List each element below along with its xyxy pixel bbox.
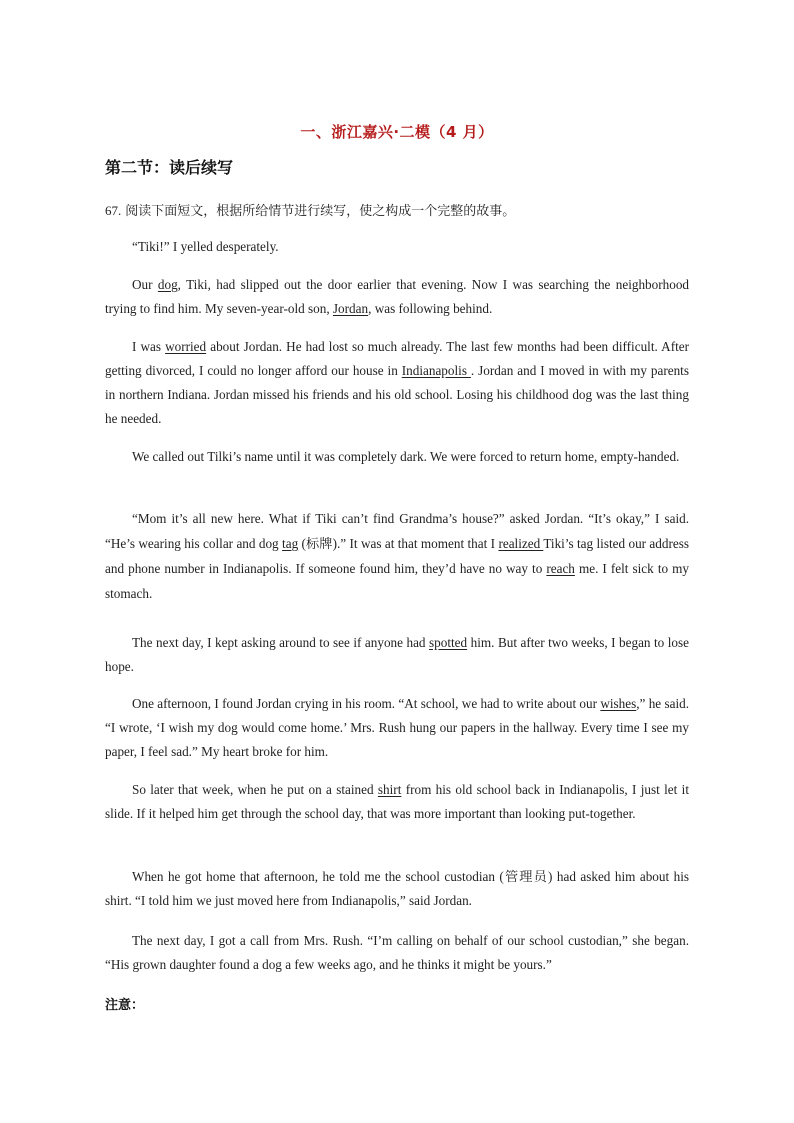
instruction-text: 阅读下面短文，根据所给情节进行续写，使之构成一个完整的故事。	[125, 204, 516, 219]
underlined-word: dog	[157, 277, 178, 292]
paragraph-text: from his old school back in Indianapolis, I just let it slide. If it helped him get through the school day, that was more important than looking put-together.	[105, 782, 689, 821]
underlined-word: worried	[165, 339, 207, 354]
story-paragraph-1	[105, 235, 689, 259]
underlined-word: reach	[546, 561, 575, 576]
underlined-word: wishes	[600, 696, 637, 711]
story-paragraph-3	[105, 335, 689, 431]
underlined-word: tag	[282, 536, 299, 551]
paragraph-text: So later that week, when he put on a stained	[132, 782, 378, 797]
paragraph-text: me. I felt sick to my stomach.	[105, 561, 689, 601]
paragraph-text: “Tiki!” I yelled desperately.	[132, 239, 279, 254]
paragraph-text: We called out Tilki’s name until it was completely dark. We were forced to return home, empty-handed.	[132, 449, 680, 464]
story-paragraph-8	[105, 778, 689, 826]
story-paragraph-2	[105, 273, 689, 321]
paragraph-text: , Tiki, had slipped out the door earlier that evening. Now I was searching the neighborhood trying to find him. My seven-year-old son,	[105, 277, 690, 316]
underlined-word: spotted	[429, 635, 468, 650]
story-paragraph-9	[105, 865, 689, 913]
story-paragraph-5	[105, 506, 689, 606]
underlined-word: shirt	[377, 782, 402, 797]
paragraph-text: The next day, I kept asking around to see if anyone had	[132, 635, 430, 650]
story-paragraph-4	[105, 445, 689, 469]
question-number: 67.	[105, 203, 122, 218]
paragraph-text: One afternoon, I found Jordan crying in his room. “At school, we had to write about our	[132, 696, 601, 711]
paragraph-text: “Mom	[132, 511, 167, 526]
page-title: 一、浙江嘉兴·二模（4 月）	[300, 123, 494, 141]
paragraph-text: (标牌).” It was at that moment that I	[298, 536, 499, 551]
paragraph-text: Our	[132, 277, 158, 292]
question-instruction	[105, 200, 515, 219]
section-heading: 第二节：读后续写	[105, 158, 234, 177]
paragraph-text: him. But after two weeks, I began to lose hope.	[105, 635, 690, 674]
story-paragraph-7	[105, 692, 689, 764]
story-paragraph-6	[105, 631, 689, 679]
paragraph-text: I was	[132, 339, 166, 354]
underlined-word: Indianapolis	[401, 363, 471, 378]
paragraph-text: ,” he said. “I wrote, ‘I wish my dog would come home.’ Mrs. Rush hung our papers in the hallway. Every time I see my paper, I feel sad.” My heart broke for him.	[105, 696, 689, 759]
paragraph-text: The next day, I got a call from Mrs. Rush. “I’m calling on behalf of our school custodian,” she began. “His grown daughter found a dog a few weeks ago, and he thinks it might be yours.”	[105, 933, 689, 972]
paragraph-text: it’s all new here. What if Tiki can’t find Grandma’s house?” asked Jordan. “It’s okay,” I said. “He’s wearing his collar and dog	[105, 511, 689, 551]
paragraph-text: . Jordan and I moved in with my parents in northern Indiana. Jordan missed his friends and his old school. Losing his childhood dog was the last thing he needed.	[105, 363, 689, 426]
paragraph-text: When he got home that afternoon, he told me the school custodian (管理员) had asked him about his shirt. “I told him we just moved here from Indianapolis,” said Jordan.	[105, 869, 689, 908]
paragraph-text: about Jordan. He had lost so much already. The last few months had been difficult. After getting divorced, I could no longer afford our house in	[105, 339, 689, 378]
paragraph-text: Tiki’s tag listed our address and phone number in Indianapolis. If someone found him, they’d have no way to	[105, 536, 689, 576]
note-heading: 注意：	[105, 998, 145, 1013]
underlined-word: Jordan	[332, 301, 369, 316]
paragraph-text: , was following behind.	[368, 301, 493, 316]
story-paragraph-10	[105, 929, 689, 977]
underlined-word: realized	[498, 536, 544, 551]
